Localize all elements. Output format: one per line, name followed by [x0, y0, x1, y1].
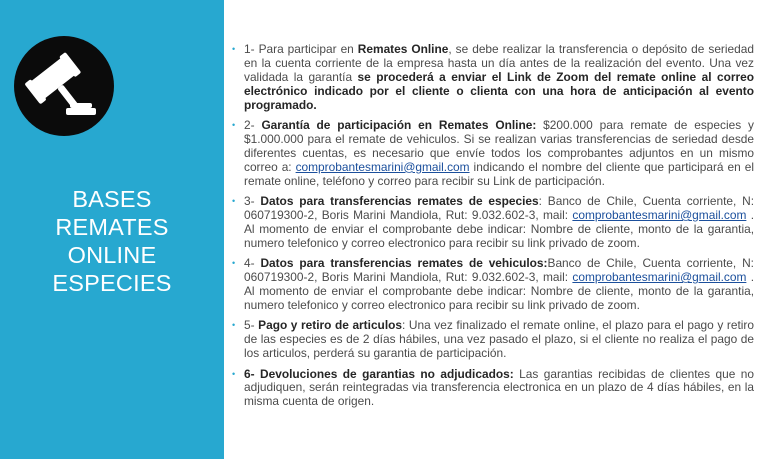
item-bold-text: Datos para transferencias remates de especies: [260, 194, 539, 209]
list-item: [232, 43, 754, 113]
item-text: indicando el nombre del cliente que participará en el remate online, teléfono y correo para recibir su Link de participación.: [244, 159, 754, 188]
bullet-icon: •: [232, 368, 236, 379]
item-bold-text: Pago y retiro de articulos: [258, 318, 403, 333]
bullet-icon: •: [232, 258, 236, 269]
title-line: ONLINE: [67, 242, 157, 268]
list-item: [232, 319, 754, 361]
bullet-icon: •: [232, 320, 236, 331]
page-title: [0, 185, 224, 297]
title-line: BASES: [72, 186, 152, 212]
bullet-icon: •: [232, 44, 236, 54]
item-text: . Al momento de enviar el comprobante debe indicar: Nombre de cliente, monto de la garantia, numero telefonico y correo electronico para recibir su link privado de zoom.: [244, 270, 755, 312]
bullet-icon: •: [232, 120, 236, 131]
item-text: 4-: [244, 256, 261, 271]
title-line: ESPECIES: [52, 270, 172, 296]
item-bold-text: se procederá a enviar el Link de Zoom del remate online al correo electrónico indicado por el cliente o clienta con una hora de anticipación al evento programado.: [244, 69, 754, 112]
item-text: : Banco de Chile, Cuenta corriente, N: 060719300-2, Boris Marini Mandiola, Rut: 9.032.602-3, mail:: [244, 194, 754, 222]
item-text: Banco de Chile, Cuenta corriente, N: 060719300-2, Boris Marini Mandiola, Rut: 9.032.602-3, mail:: [244, 256, 754, 285]
item-bold-text: Datos para transferencias remates de vehiculos:: [260, 256, 548, 271]
auction-gavel-icon: [14, 36, 114, 136]
item-text: 2-: [244, 118, 262, 133]
item-text: : Una vez finalizado el remate online, el plazo para el pago y retiro de las especies es de 2 días hábiles, una vez pasado el plazo, si el cliente no realiza el pago de los articulos, perderá su garantia de participación.: [244, 318, 754, 361]
item-text: Las garantias recibidas de clientes que no adjudiquen, serán reintegradas via transferencia electronica en un plazo de 4 días hábiles, en la misma cuenta de origen.: [244, 366, 754, 409]
list-item: [232, 257, 754, 313]
bullet-icon: •: [232, 196, 236, 207]
item-text: 3-: [244, 194, 261, 209]
list-item: [232, 368, 754, 410]
item-bold-text: 6- Devoluciones de garantias no adjudicados:: [244, 366, 514, 381]
email-link[interactable]: comprobantesmarini@gmail.com: [295, 159, 470, 174]
item-text: , se debe realizar la transferencia o depósito de seriedad en la cuenta corriente de la empresa hasta un día antes de la realización del evento. Una vez validada la garantía: [244, 42, 754, 84]
list-item: [232, 195, 754, 251]
email-link[interactable]: comprobantesmarini@gmail.com: [572, 270, 747, 285]
item-bold-text: Garantía de participación en Remates Online:: [261, 118, 537, 133]
item-text: 5-: [244, 318, 259, 333]
sidebar: [0, 0, 224, 459]
item-text: 1- Para participar en: [244, 42, 358, 56]
email-link[interactable]: comprobantesmarini@gmail.com: [572, 207, 747, 222]
item-text: . Al momento de enviar el comprobante debe indicar: Nombre de cliente, monto de la garantia, numero telefonico y correo electronico para recibir su link privado de zoom.: [244, 207, 755, 250]
list-item: [232, 119, 754, 189]
rules-list: [232, 43, 754, 416]
item-bold-text: Remates Online: [357, 42, 449, 56]
title-line: REMATES: [55, 214, 169, 240]
item-text: $200.000 para remate de especies y $1.000.000 para el remate de vehiculos. Si se realizan varias transferencias de seriedad desde diferentes cuentas, es necesario que envíe todos los comprobantes adjuntos en un mismo correo a:: [244, 118, 754, 174]
